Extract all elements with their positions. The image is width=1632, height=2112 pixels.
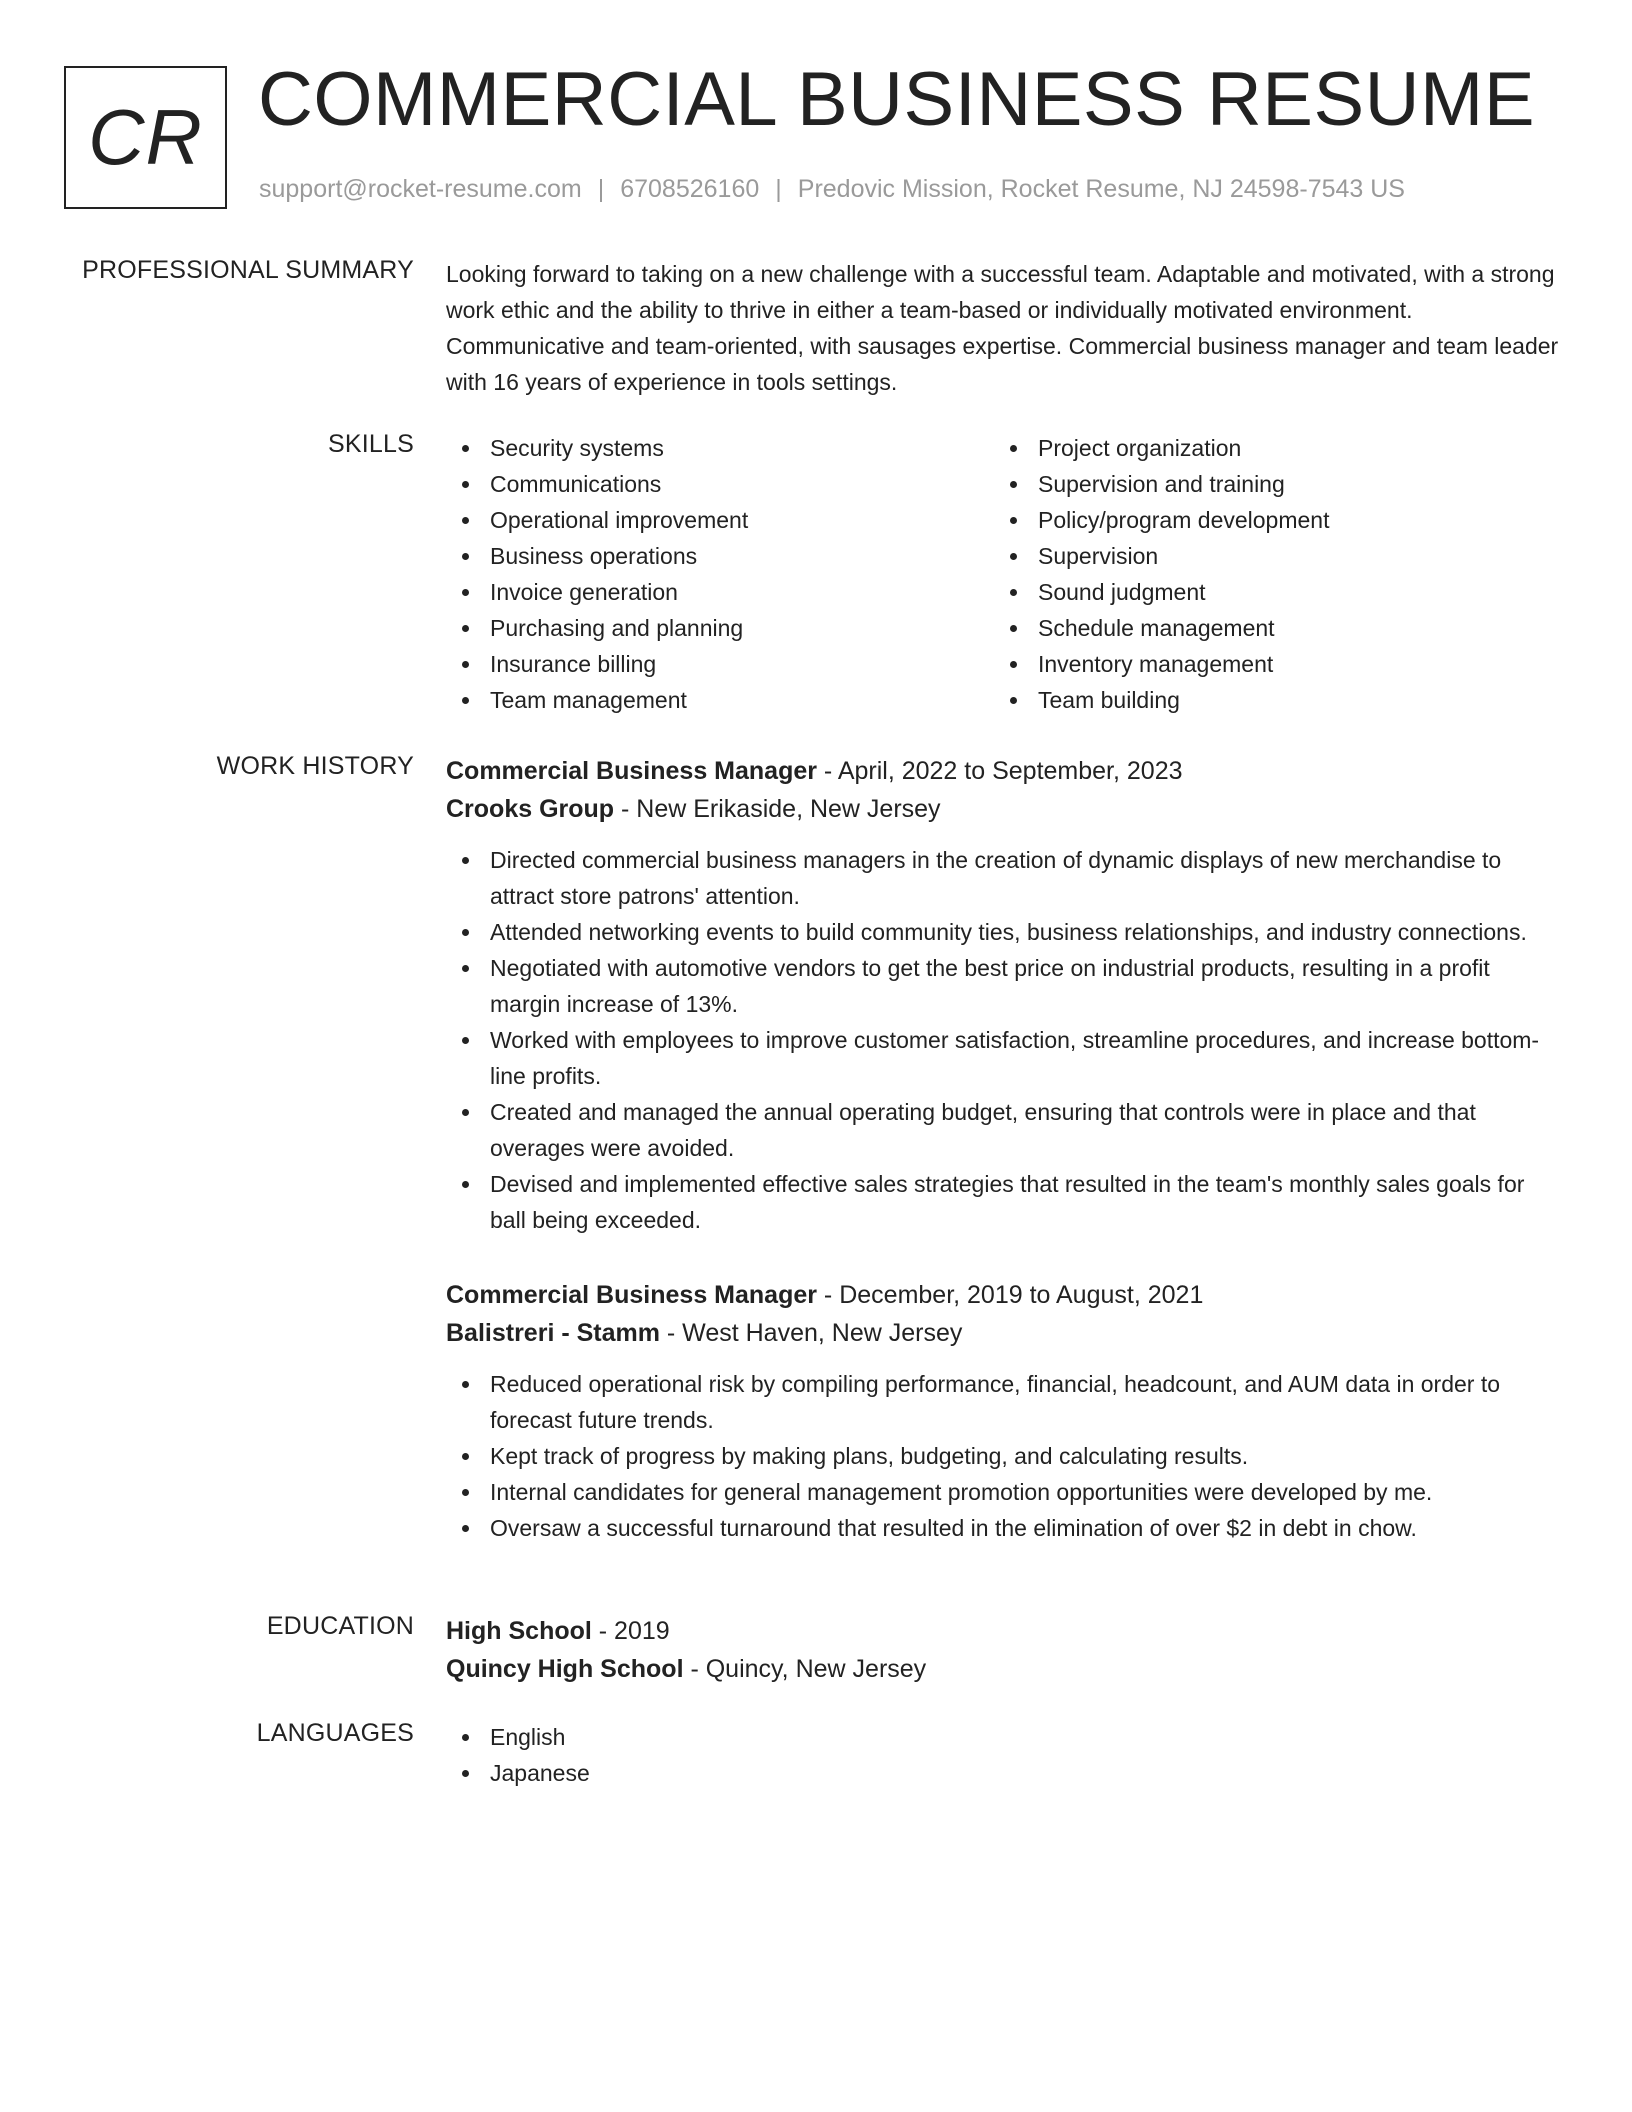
contact-separator: | [775,175,782,203]
contact-separator: | [597,175,605,203]
skill-item: Team management [446,682,994,718]
skills-list-left [446,430,994,718]
skill-item: Supervision [994,538,1542,574]
contact-address: Predovic Mission, Rocket Resume, NJ 24598-7543 US [797,175,1405,203]
contact-phone: 6708526160 [620,175,760,203]
contact-email: support@rocket-resume.com [259,175,582,203]
skill-item: Inventory management [994,646,1542,682]
monogram-initials: CR [88,93,203,181]
skill-item: Supervision and training [994,466,1542,502]
education-body [446,1612,1562,1688]
education-location: - Quincy, New Jersey [683,1655,927,1683]
list-item: Internal candidates for general management promotion opportunities were developed by me. [446,1474,1562,1510]
monogram-box [64,66,227,209]
job-company: Crooks Group [446,795,615,823]
languages-body [446,1719,1562,1791]
skill-item: Business operations [446,538,994,574]
education-school: Quincy High School [446,1655,684,1683]
list-item: Attended networking events to build community ties, business relationships, and industry connections. [446,914,1562,950]
skills-label: SKILLS [328,430,414,458]
job-title-line [446,1276,1562,1314]
skill-item: Purchasing and planning [446,610,994,646]
job-bullets [446,842,1562,1238]
job-company-line [446,790,1562,828]
skill-item: Operational improvement [446,502,994,538]
job-location: - New Erikaside, New Jersey [614,795,941,823]
job-title-line [446,752,1562,790]
list-item: Oversaw a successful turnaround that resulted in the elimination of over $2 in debt in chow. [446,1510,1562,1546]
skills-grid [446,430,1562,718]
job-dates: - December, 2019 to August, 2021 [816,1281,1204,1309]
skill-item: Schedule management [994,610,1542,646]
skill-item: Project organization [994,430,1542,466]
list-item: Reduced operational risk by compiling performance, financial, headcount, and AUM data in order to forecast future trends. [446,1366,1562,1438]
list-item: Negotiated with automotive vendors to get the best price on industrial products, resulting in a profit margin increase of 13%. [446,950,1562,1022]
skill-item: Communications [446,466,994,502]
education-degree: High School [446,1617,592,1645]
summary-label: PROFESSIONAL SUMMARY [82,256,414,284]
skill-item: Security systems [446,430,994,466]
languages-list [446,1719,1562,1791]
job-company: Balistreri - Stamm [446,1319,660,1347]
resume-title: COMMERCIAL BUSINESS RESUME [258,57,1536,142]
skills-list-right [994,430,1542,718]
skill-item: Invoice generation [446,574,994,610]
list-item: English [446,1719,1562,1755]
job-dates: - April, 2022 to September, 2023 [816,757,1183,785]
summary-text: Looking forward to taking on a new challenge with a successful team. Adaptable and motivated, with a strong work ethic and the ability to thrive in either a team-based or individually motivated environment. Communicative and team-oriented, with sausages expertise. Commercial business manager and team leader with 16 years of experience in tools settings. [446,261,1559,395]
list-item: Directed commercial business managers in the creation of dynamic displays of new merchandise to attract store patrons' attention. [446,842,1562,914]
education-label: EDUCATION [266,1612,414,1640]
skill-item: Policy/program development [994,502,1542,538]
job-location: - West Haven, New Jersey [659,1319,963,1347]
languages-label: LANGUAGES [256,1719,414,1747]
skill-item: Sound judgment [994,574,1542,610]
job-entry [446,752,1562,1238]
list-item: Created and managed the annual operating budget, ensuring that controls were in place and that overages were avoided. [446,1094,1562,1166]
list-item: Worked with employees to improve customer satisfaction, streamline procedures, and increase bottom-line profits. [446,1022,1562,1094]
list-item: Kept track of progress by making plans, budgeting, and calculating results. [446,1438,1562,1474]
education-school-line [446,1650,1562,1688]
job-entry [446,1276,1562,1546]
job-bullets [446,1366,1562,1546]
education-year: - 2019 [591,1617,670,1645]
job-title: Commercial Business Manager [446,1281,817,1309]
contact-line [259,175,1405,204]
list-item: Devised and implemented effective sales strategies that resulted in the team's monthly sales goals for ball being exceeded. [446,1166,1562,1238]
job-title: Commercial Business Manager [446,757,817,785]
job-company-line [446,1314,1562,1352]
list-item: Japanese [446,1755,1562,1791]
skills-body [446,430,1562,718]
education-degree-line [446,1612,1562,1650]
skill-item: Insurance billing [446,646,994,682]
skill-item: Team building [994,682,1542,718]
work-body [446,752,1562,1546]
work-label: WORK HISTORY [216,752,414,780]
